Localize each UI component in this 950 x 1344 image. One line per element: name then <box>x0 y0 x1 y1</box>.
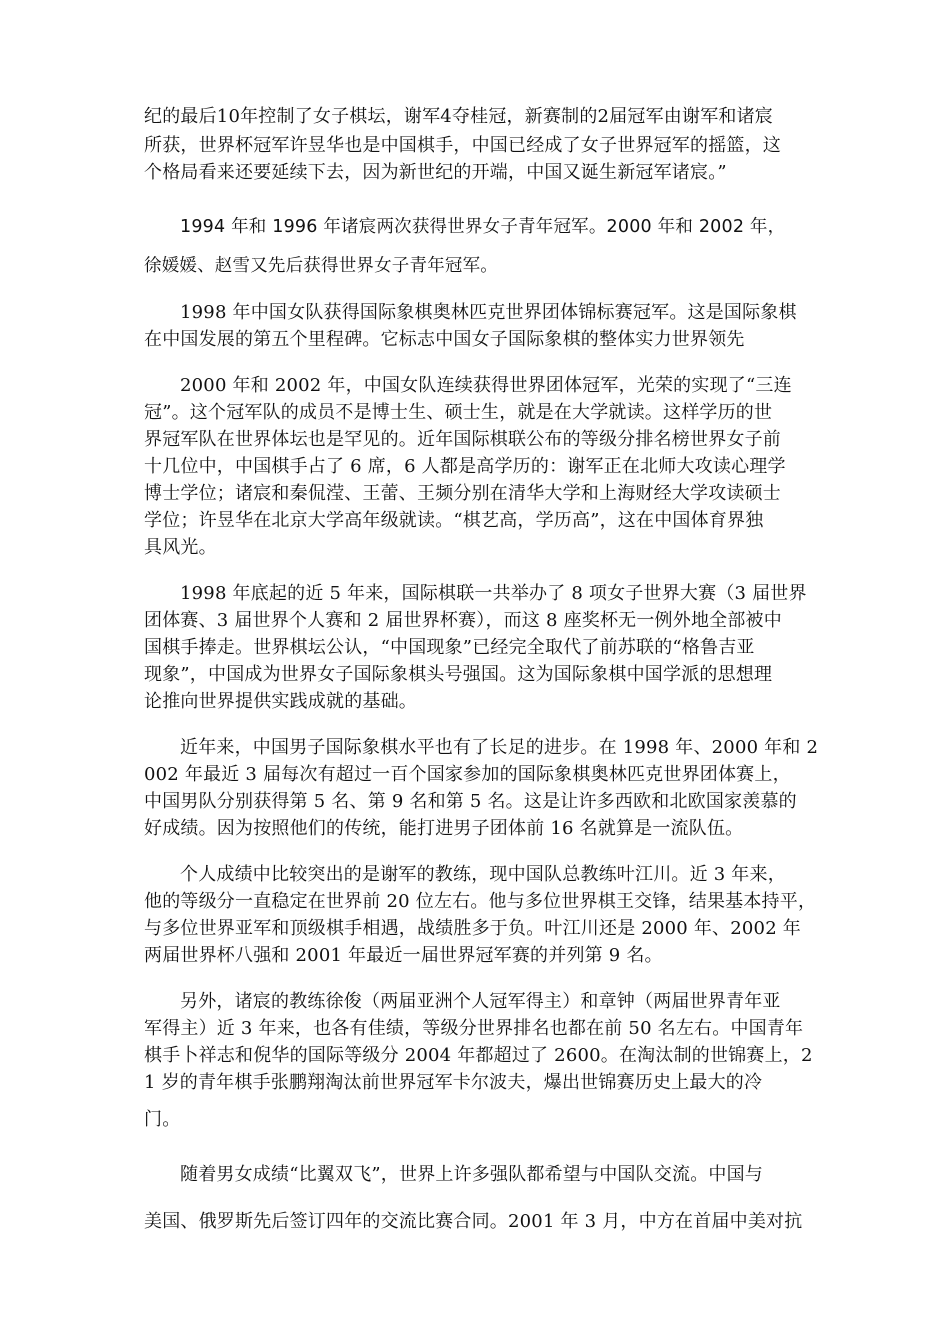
text-line: 徐媛媛、赵雪又先后获得世界女子青年冠军。 <box>144 256 498 276</box>
text-line: 个人成绩中比较突出的是谢军的教练，现中国队总教练叶江川。近 3 年来， <box>180 864 786 885</box>
text-line: 界冠军队在世界体坛也是罕见的。近年国际棋联公布的等级分排名榜世界女子前 <box>144 429 781 450</box>
text-line: 与多位世界亚军和顶级棋手相遇，战绩胜多于负。叶江川还是 2000 年、2002 年 <box>144 918 801 939</box>
text-line: 在中国发展的第五个里程碑。它标志中国女子国际象棋的整体实力世界领先 <box>144 329 745 350</box>
text-line: 所获，世界杯冠军许昱华也是中国棋手，中国已经成了女子世界冠军的摇篮，这 <box>144 135 781 156</box>
text-line: 门。 <box>144 1109 181 1130</box>
text-line: 十几位中，中国棋手占了 6 席，6 人都是高学历的：谢军正在北师大攻读心理学 <box>144 456 786 477</box>
text-line: 1994 年和 1996 年诸宸两次获得世界女子青年冠军。2000 年和 2002 年， <box>180 217 786 237</box>
text-line: 002 年最近 3 届每次有超过一百个国家参加的国际象棋奥林匹克世界团体赛上， <box>144 764 791 785</box>
text-line: 团体赛、3 届世界个人赛和 2 届世界杯赛），而这 8 座奖杯无一例外地全部被中 <box>144 610 782 631</box>
text-line: 1998 年中国女队获得国际象棋奥林匹克世界团体锦标赛冠军。这是国际象棋 <box>180 302 797 323</box>
text-line: 1 岁的青年棋手张鹏翔淘汰前世界冠军卡尔波夫，爆出世锦赛历史上最大的冷 <box>144 1072 763 1093</box>
text-line: 另外，诸宸的教练徐俊（两届亚洲个人冠军得主）和章钟（两届世界青年亚 <box>180 991 781 1012</box>
text-line: 近年来，中国男子国际象棋水平也有了长足的进步。在 1998 年、2000 年和 2 <box>180 737 819 758</box>
text-line: 国棋手捧走。世界棋坛公认，“中国现象”已经完全取代了前苏联的“格鲁吉亚 <box>144 637 755 658</box>
text-line: 好成绩。因为按照他们的传统，能打进男子团体前 16 名就算是一流队伍。 <box>144 818 744 839</box>
text-line: 个格局看来还要延续下去，因为新世纪的开端，中国又诞生新冠军诸宸。” <box>144 162 727 183</box>
text-line: 美国、俄罗斯先后签订四年的交流比赛合同。2001 年 3 月，中方在首届中美对抗 <box>144 1211 803 1232</box>
text-line: 论推向世界提供实践成就的基础。 <box>144 691 417 712</box>
text-line: 两届世界杯八强和 2001 年最近一届世界冠军赛的并列第 9 名。 <box>144 945 663 966</box>
text-line: 纪的最后10年控制了女子棋坛，谢军4夺桂冠，新赛制的2届冠军由谢军和诸宸 <box>144 106 774 127</box>
text-line: 中国男队分别获得第 5 名、第 9 名和第 5 名。这是让许多西欧和北欧国家羡慕的 <box>144 791 797 812</box>
text-line: 现象”，中国成为世界女子国际象棋头号强国。这为国际象棋中国学派的思想理 <box>144 664 773 685</box>
text-line: 随着男女成绩“比翼双飞”，世界上许多强队都希望与中国队交流。中国与 <box>180 1164 764 1185</box>
text-line: 他的等级分一直稳定在世界前 20 位左右。他与多位世界棋王交锋，结果基本持平， <box>144 891 817 912</box>
text-line: 冠”。这个冠军队的成员不是博士生、硕士生，就是在大学就读。这样学历的世 <box>144 402 773 423</box>
text-line: 学位；许昱华在北京大学高年级就读。“棋艺高，学历高”，这在中国体育界独 <box>144 510 764 531</box>
text-line: 博士学位；诸宸和秦侃滢、王蕾、王频分别在清华大学和上海财经大学攻读硕士 <box>144 483 781 504</box>
text-line: 棋手卜祥志和倪华的国际等级分 2004 年都超过了 2600。在淘汰制的世锦赛上，2 <box>144 1045 813 1066</box>
text-line: 2000 年和 2002 年，中国女队连续获得世界团体冠军，光荣的实现了“三连 <box>180 375 792 396</box>
text-line: 军得主）近 3 年来，也各有佳绩，等级分世界排名也都在前 50 名左右。中国青年 <box>144 1018 804 1039</box>
text-line: 具风光。 <box>144 537 217 558</box>
text-line: 1998 年底起的近 5 年来，国际棋联一共举办了 8 项女子世界大赛（3 届世界 <box>180 583 807 604</box>
